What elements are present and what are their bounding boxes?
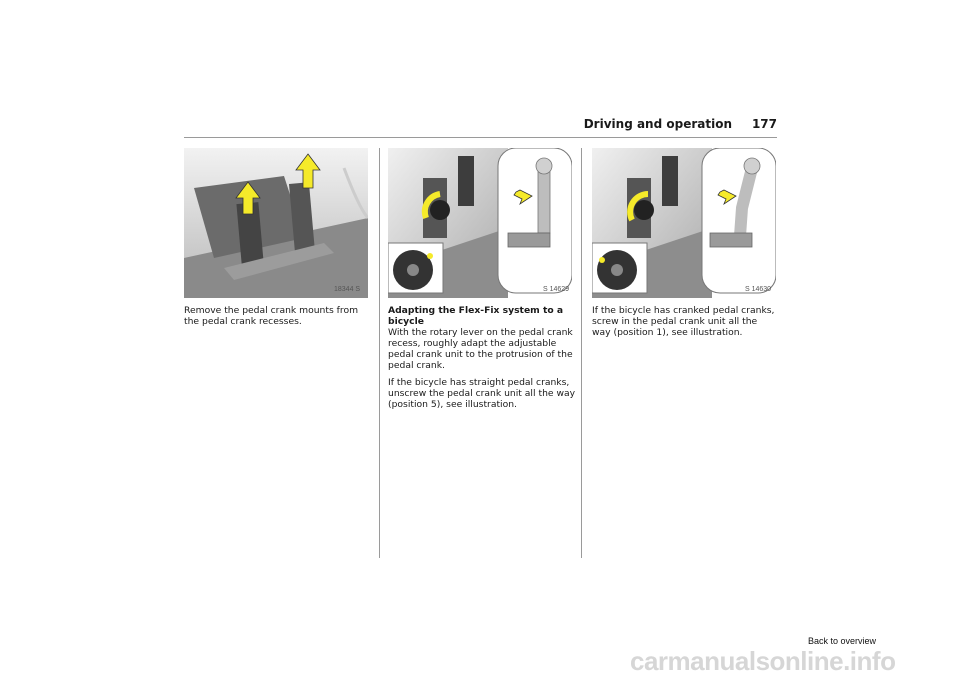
column-divider-1 — [379, 148, 380, 558]
watermark: carmanualsonline.info — [630, 646, 896, 676]
figure-id: S 14630 — [745, 286, 772, 293]
header-rule — [184, 137, 777, 138]
column-3-text — [592, 305, 778, 344]
column-2-text — [388, 305, 576, 416]
intro-text: With the rotary lever on the pedal crank recess, roughly adapt the adjustable pedal crank unit to the protrusion of the pedal crank. — [388, 327, 573, 371]
page-number: 177 — [751, 117, 777, 131]
column-divider-2 — [581, 148, 582, 558]
section-title: Driving and operation — [583, 117, 732, 131]
column-1-text — [184, 305, 370, 333]
figure-id: S 14629 — [543, 286, 570, 293]
figure-straight-crank — [388, 148, 572, 298]
paragraph: Remove the pedal crank mounts from the pedal crank recesses. — [184, 305, 359, 327]
paragraph: If the bicycle has cranked pedal cranks, screw in the pedal crank unit all the way (position 1), see illustration. — [592, 305, 775, 338]
paragraph: If the bicycle has straight pedal cranks, unscrew the pedal crank unit all the way (position 5), see illustration. — [388, 377, 576, 410]
paragraph-intro — [388, 305, 576, 371]
back-to-overview-link[interactable]: Back to overview — [808, 636, 877, 646]
page-header — [184, 115, 777, 137]
figure-pedal-crank-mounts — [184, 148, 368, 298]
figure-cranked-crank — [592, 148, 776, 298]
figure-id: 18344 S — [334, 286, 361, 293]
section-heading: Adapting the Flex-Fix system to a bicycle — [388, 305, 564, 327]
